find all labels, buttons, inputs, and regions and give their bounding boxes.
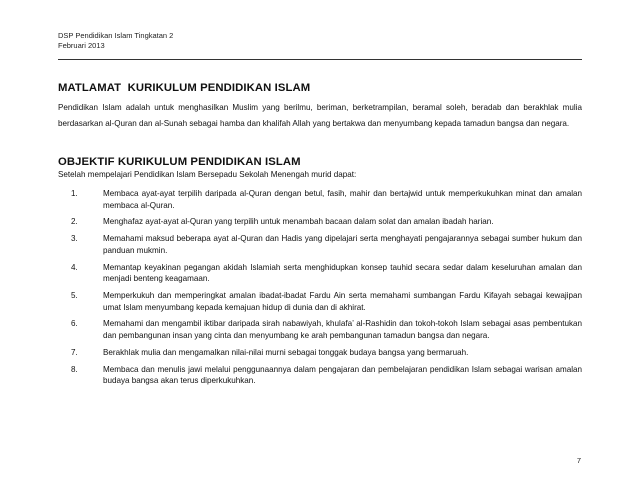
header-divider	[58, 59, 582, 60]
page-header	[58, 31, 173, 51]
list-item-text: Menghafaz ayat-ayat al-Quran yang terpilih untuk menambah bacaan dalam solat dan amalan ibadah harian.	[103, 217, 494, 227]
section-body-matlamat: Pendidikan Islam adalah untuk menghasilkan Muslim yang berilmu, beriman, berketrampilan, beramal soleh, beradab dan berakhlak mulia berdasarkan al-Quran dan al-Sunah sebagai hamba dan khalifah Allah yang bertakwa dan menyumbang kepada tamadun bangsa dan negara.	[58, 103, 582, 129]
list-item-number: 6.	[71, 319, 78, 329]
list-item-number: 2.	[71, 217, 78, 227]
list-item-text: Memahami maksud beberapa ayat al-Quran dan Hadis yang dipelajari serta menghayati pengajarannya sebagai sumber hukum dan panduan mukmin.	[103, 234, 582, 255]
list-item-number: 4.	[71, 262, 78, 272]
list-item-text: Memperkukuh dan memperingkat amalan ibadat-ibadat Fardu Ain serta memahami sumbangan Fardu Kifayah sebagai kewajipan umat Islam menyumbang kepada kemajuan hidup di dunia dan di akhirat.	[103, 291, 582, 312]
list-item	[58, 216, 582, 228]
section-title-matlamat: MATLAMAT KURIKULUM PENDIDIKAN ISLAM	[58, 82, 311, 94]
list-item	[58, 347, 582, 359]
list-item-text: Membaca ayat-ayat terpilih daripada al-Quran dengan betul, fasih, mahir dan bertajwid untuk memperkukuhkan minat dan amalan membaca al-Quran.	[103, 189, 582, 210]
header-subject: DSP Pendidikan Islam Tingkatan 2	[58, 31, 174, 40]
list-item	[58, 290, 582, 313]
list-item	[58, 233, 582, 256]
header-date: Februari 2013	[58, 41, 105, 50]
list-item	[58, 364, 582, 387]
list-item-number: 3.	[71, 234, 78, 244]
list-item	[58, 188, 582, 211]
list-item-text: Berakhlak mulia dan mengamalkan nilai-nilai murni sebagai tonggak budaya bangsa yang bermaruah.	[103, 347, 469, 357]
list-item-text: Memantap keyakinan pegangan akidah Islamiah serta menghidupkan konsep tauhid secara sedar dalam keseluruhan amalan dan menjadi benteng keagamaan.	[103, 262, 582, 284]
section-title-objektif: OBJEKTIF KURIKULUM PENDIDIKAN ISLAM	[58, 156, 301, 168]
objektif-intro: Setelah mempelajari Pendidikan Islam Bersepadu Sekolah Menengah murid dapat:	[58, 170, 357, 179]
objective-list	[58, 188, 582, 392]
list-item-number: 5.	[71, 291, 78, 301]
list-item	[58, 262, 582, 285]
list-item-number: 1.	[71, 189, 78, 198]
list-item	[58, 318, 582, 341]
list-item-text: Membaca dan menulis jawi melalui penggunaannya dalam pengajaran dan pembelajaran pendidikan Islam sebagai warisan amalan budaya bangsa akan terus diperkukuhkan.	[103, 364, 582, 386]
list-item-number: 8.	[71, 364, 78, 374]
list-item-number: 7.	[71, 347, 78, 357]
page-number: 7	[576, 456, 581, 465]
list-item-text: Memahami dan mengambil iktibar daripada sirah nabawiyah, khulafa’ al-Rashidin dan tokoh-tokoh Islam sebagai asas pembentukan dan pembangunan insan yang cinta dan menyumbang ke arah pembangunan tamadun bangsa dan negara.	[103, 319, 582, 340]
